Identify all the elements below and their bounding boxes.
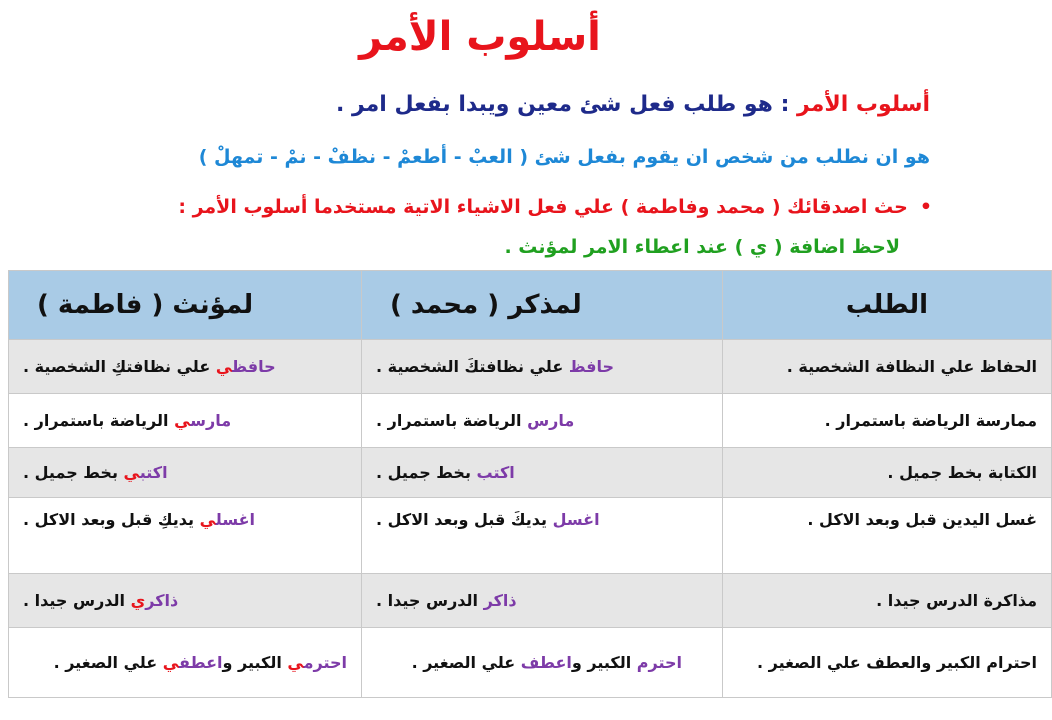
male-verb-2: اعطف (520, 652, 572, 672)
female-verb: حافظ (232, 357, 276, 376)
female-suffix: ي (287, 652, 304, 672)
female-verb: ذاكر (145, 591, 179, 610)
female-mid: الكبير و (222, 652, 288, 672)
male-verb: اغسل (552, 510, 600, 529)
bullet-icon: • (919, 196, 932, 218)
table-row (9, 394, 1052, 448)
female-verb: اغسل (215, 510, 256, 529)
female-rest: يديكِ قبل وبعد الاكل . (23, 510, 200, 529)
female-cell (9, 340, 362, 394)
table-row (9, 448, 1052, 498)
note-line: لاحظ اضافة ( ي ) عند اعطاء الامر لمؤنث . (504, 236, 900, 258)
female-suffix: ي (123, 463, 140, 482)
female-rest: الرياضة باستمرار . (23, 411, 175, 430)
header-female: لمؤنث ( فاطمة ) (9, 271, 362, 340)
male-rest: علي نظافتكَ الشخصية . (376, 357, 569, 376)
female-suffix: ي (174, 411, 191, 430)
female-verb-2: اعطف (178, 652, 223, 672)
female-cell (9, 448, 362, 498)
male-verb: حافظ (568, 357, 614, 376)
definition-colon: : (780, 92, 790, 117)
male-cell (362, 448, 723, 498)
female-rest: علي الصغير . (53, 652, 163, 672)
male-rest: الدرس جيدا . (376, 591, 484, 610)
header-request: الطلب (723, 271, 1052, 340)
table-header-row (9, 271, 1052, 340)
explanation-line: هو ان نطلب من شخص ان يقوم بفعل شئ ( العبْ - أطعمْ - نظفْ - نمْ - تمهلْ ) (198, 146, 930, 168)
instruction-line (30, 196, 932, 218)
male-rest: بخط جميل . (376, 463, 477, 482)
table-row (9, 574, 1052, 628)
female-cell (9, 498, 362, 574)
female-suffix-2: ي (162, 652, 179, 672)
male-verb: مارس (527, 411, 575, 430)
female-verb: اكتب (139, 463, 168, 482)
female-cell (9, 574, 362, 628)
male-cell (362, 628, 723, 698)
female-suffix: ي (199, 510, 216, 529)
female-cell (9, 628, 362, 698)
female-verb: احترم (303, 652, 347, 672)
male-verb: ذاكر (483, 591, 517, 610)
female-suffix: ي (215, 357, 233, 376)
male-cell (362, 394, 723, 448)
request-cell: الحفاظ علي النظافة الشخصية . (723, 340, 1052, 394)
definition-text: هو طلب فعل شئ معين ويبدا بفعل امر . (335, 92, 773, 117)
page-title: أسلوب الأمر (359, 14, 601, 60)
female-rest: الدرس جيدا . (23, 591, 131, 610)
request-cell: ممارسة الرياضة باستمرار . (723, 394, 1052, 448)
male-mid: الكبير و (571, 652, 637, 672)
header-male: لمذكر ( محمد ) (362, 271, 723, 340)
definition-line (30, 92, 930, 117)
female-cell (9, 394, 362, 448)
male-rest: علي الصغير . (411, 652, 521, 672)
male-cell (362, 340, 723, 394)
request-cell: غسل اليدين قبل وبعد الاكل . (723, 498, 1052, 574)
male-verb: احترم (636, 652, 682, 672)
female-suffix: ي (130, 591, 146, 610)
male-rest: يديكَ قبل وبعد الاكل . (376, 510, 553, 529)
instruction-text: حث اصدقائك ( محمد وفاطمة ) علي فعل الاشياء الاتية مستخدما أسلوب الأمر : (178, 196, 908, 218)
table-row (9, 340, 1052, 394)
request-cell: مذاكرة الدرس جيدا . (723, 574, 1052, 628)
imperative-table (8, 270, 1052, 698)
request-cell: الكتابة بخط جميل . (723, 448, 1052, 498)
male-cell (362, 498, 723, 574)
table-row (9, 498, 1052, 574)
female-rest: علي نظافتكِ الشخصية . (23, 357, 216, 376)
male-cell (362, 574, 723, 628)
male-rest: الرياضة باستمرار . (376, 411, 528, 430)
request-cell: احترام الكبير والعطف علي الصغير . (723, 628, 1052, 698)
female-rest: بخط جميل . (23, 463, 124, 482)
female-verb: مارس (190, 411, 232, 430)
table-row (9, 628, 1052, 698)
definition-term: أسلوب الأمر (797, 92, 930, 117)
male-verb: اكتب (476, 463, 515, 482)
